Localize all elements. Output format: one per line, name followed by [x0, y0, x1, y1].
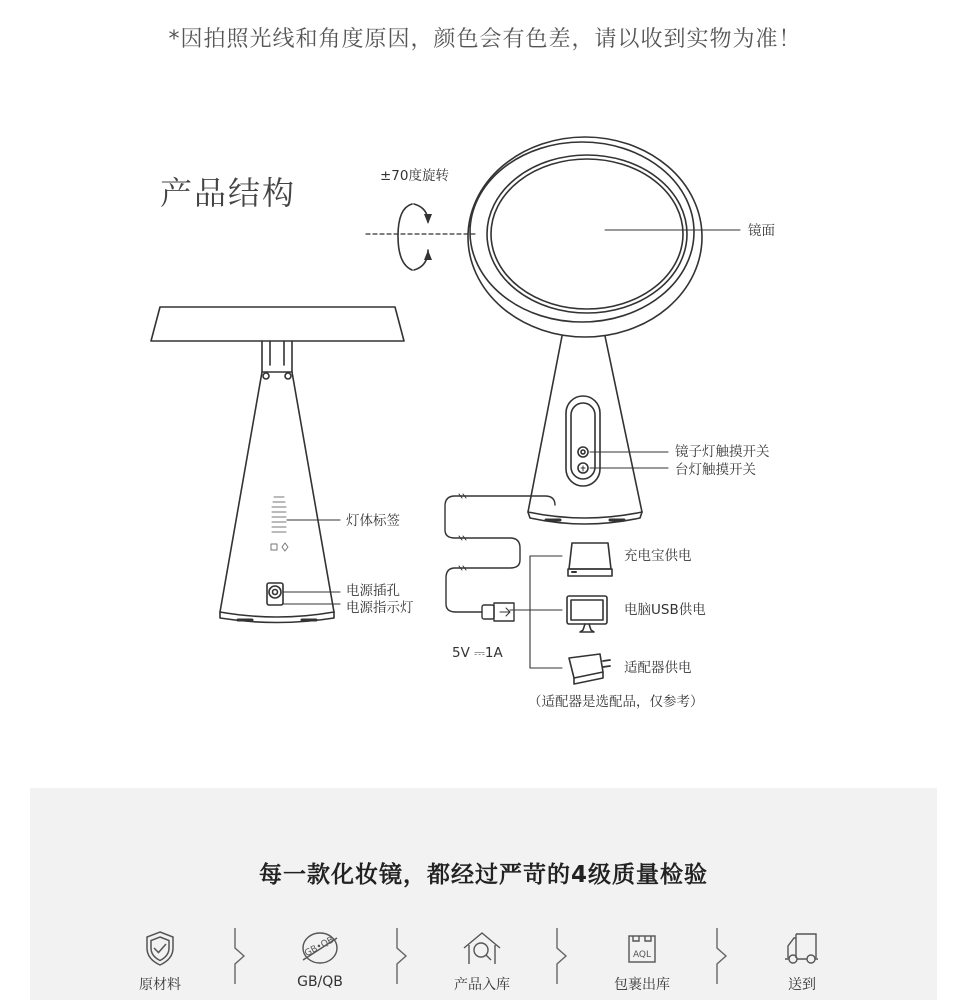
rotation-indicator	[366, 204, 478, 270]
delivery-truck-icon	[780, 928, 824, 968]
step-label: 包裹出库	[614, 977, 670, 993]
lamp-front-view	[468, 137, 702, 524]
step-label: 产品入库	[454, 977, 510, 993]
svg-text:GB•QB: GB•QB	[303, 935, 336, 959]
warehouse-search-icon	[460, 928, 504, 968]
lamp-back-view	[151, 307, 404, 623]
step-label: GB/QB	[297, 974, 343, 990]
step-raw-material	[100, 928, 220, 994]
gb-qb-stamp-icon	[298, 928, 342, 968]
adapter-label: 适配器供电	[624, 660, 692, 676]
power-adapter-icon	[569, 654, 610, 684]
shield-check-icon	[140, 928, 180, 968]
chevron-right-icon	[394, 926, 410, 986]
color-disclaimer: *因拍照光线和角度原因，颜色会有色差，请以收到实物为准！	[168, 27, 802, 52]
mirror-light-switch-label: 镜子灯触摸开关	[675, 444, 770, 460]
step-delivered	[742, 928, 862, 994]
pc-usb-label: 电脑USB供电	[624, 602, 706, 618]
quality-check-panel	[30, 788, 937, 1000]
power-bank-icon	[568, 543, 612, 576]
aql-box-icon	[622, 928, 662, 968]
step-label: 送到	[788, 977, 816, 993]
chevron-right-icon	[232, 926, 248, 986]
lamp-switch-label: 台灯触摸开关	[675, 462, 756, 478]
mirror-label: 镜面	[748, 223, 775, 239]
step-gb-qb	[260, 928, 380, 990]
power-jack-label: 电源插孔	[346, 583, 400, 599]
chevron-right-icon	[554, 926, 570, 986]
chevron-right-icon	[714, 926, 730, 986]
power-bank-label: 充电宝供电	[624, 548, 692, 564]
usb-cable	[445, 494, 555, 621]
body-label-text: 灯体标签	[346, 513, 400, 529]
step-warehouse-in	[422, 928, 542, 994]
computer-monitor-icon	[567, 596, 607, 632]
svg-text:AQL: AQL	[632, 950, 652, 960]
voltage-label: 5V ⎓1A	[452, 645, 503, 661]
power-indicator-label: 电源指示灯	[346, 600, 414, 616]
step-label: 原材料	[139, 977, 181, 993]
rotation-label: ±70度旋转	[380, 168, 449, 184]
section-title: 产品结构	[160, 174, 297, 212]
adapter-note: （适配器是选配品，仅参考）	[528, 694, 704, 710]
step-package-out	[582, 928, 702, 994]
quality-title: 每一款化妆镜，都经过严苛的4级质量检验	[258, 862, 708, 888]
